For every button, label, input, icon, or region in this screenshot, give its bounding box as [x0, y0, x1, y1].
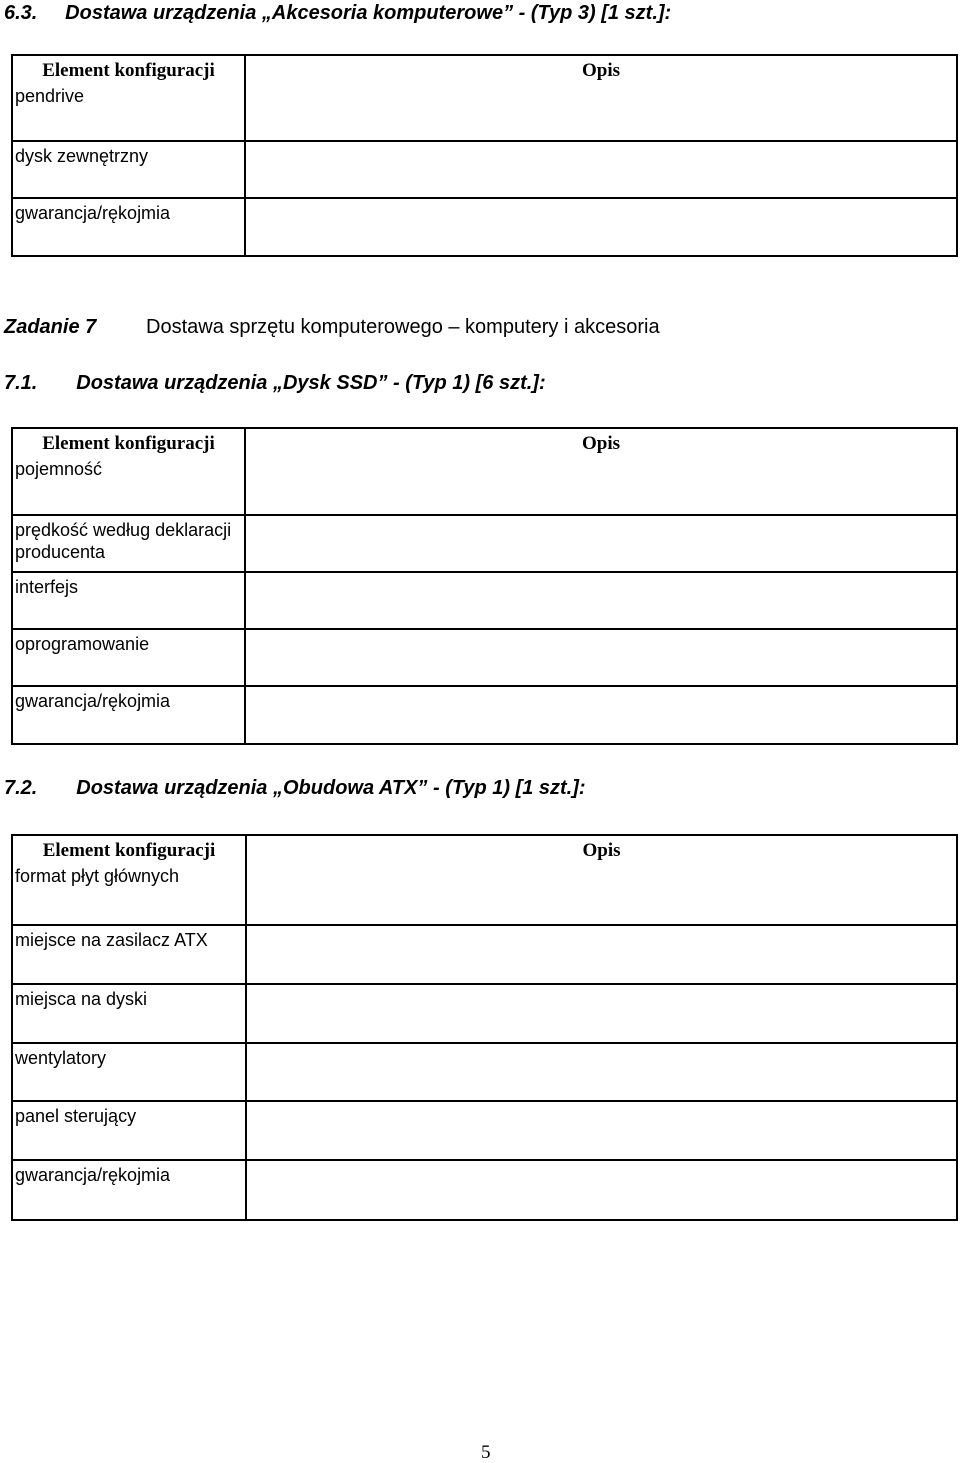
row-label: interfejs	[12, 572, 245, 629]
section-heading-7-1	[4, 372, 546, 394]
section-number: 7.2.	[4, 777, 38, 799]
row-label: panel sterujący	[12, 1101, 246, 1160]
section-number: 6.3.	[4, 2, 38, 24]
row-label: miejsce na zasilacz ATX	[12, 925, 246, 984]
row-desc[interactable]	[245, 686, 957, 744]
row-desc[interactable]	[246, 1160, 957, 1220]
header-element: Element konfiguracji	[12, 428, 245, 458]
row-label: gwarancja/rękojmia	[12, 1160, 246, 1220]
header-opis: Opis	[245, 428, 957, 458]
row-desc[interactable]	[245, 85, 957, 141]
spec-table-6-3	[11, 54, 958, 257]
row-desc[interactable]	[245, 141, 957, 198]
row-desc[interactable]	[245, 629, 957, 686]
task-label: Zadanie 7	[4, 316, 97, 338]
section-title: Dostawa urządzenia „Obudowa ATX” - (Typ 1) [1 szt.]:	[76, 777, 586, 799]
task-text: Dostawa sprzętu komputerowego – komputery i akcesoria	[146, 316, 660, 338]
row-label: gwarancja/rękojmia	[12, 686, 245, 744]
row-label: dysk zewnętrzny	[12, 141, 245, 198]
row-label: pojemność	[12, 458, 245, 515]
row-desc[interactable]	[246, 925, 957, 984]
row-desc[interactable]	[245, 515, 957, 572]
row-desc[interactable]	[246, 1101, 957, 1160]
page-number: 5	[481, 1442, 491, 1463]
section-heading-7-2	[4, 777, 586, 799]
row-label: prędkość według deklaracji producenta	[12, 515, 245, 572]
row-label: pendrive	[12, 85, 245, 141]
row-label: wentylatory	[12, 1043, 246, 1101]
row-desc[interactable]	[246, 984, 957, 1043]
task-heading	[4, 316, 660, 338]
row-desc[interactable]	[245, 198, 957, 256]
section-title: Dostawa urządzenia „Dysk SSD” - (Typ 1) [6 szt.]:	[76, 372, 546, 394]
spec-table-7-1	[11, 427, 958, 745]
row-label: gwarancja/rękojmia	[12, 198, 245, 256]
row-desc[interactable]	[245, 458, 957, 515]
row-desc[interactable]	[246, 865, 957, 925]
row-desc[interactable]	[245, 572, 957, 629]
header-element: Element konfiguracji	[12, 55, 245, 85]
spec-table-7-2	[11, 834, 958, 1221]
header-element: Element konfiguracji	[12, 835, 246, 865]
row-desc[interactable]	[246, 1043, 957, 1101]
section-title: Dostawa urządzenia „Akcesoria komputerowe” - (Typ 3) [1 szt.]:	[65, 2, 672, 24]
row-label: oprogramowanie	[12, 629, 245, 686]
section-number: 7.1.	[4, 372, 38, 394]
section-heading-6-3	[4, 2, 671, 24]
header-opis: Opis	[246, 835, 957, 865]
row-label: miejsca na dyski	[12, 984, 246, 1043]
header-opis: Opis	[245, 55, 957, 85]
row-label: format płyt głównych	[12, 865, 246, 925]
